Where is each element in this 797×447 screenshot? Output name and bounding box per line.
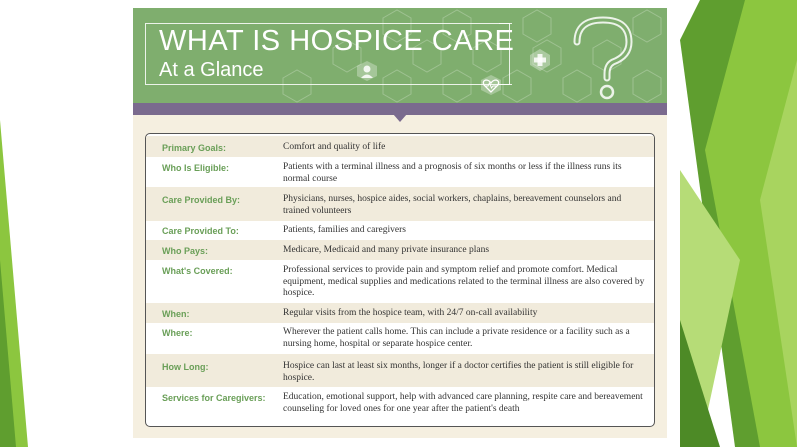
row-value: Education, emotional support, help with advanced care planning, respite care and bereavement counseling for loved ones for one year after the patient's death [283,392,643,414]
row-value: Physicians, nurses, hospice aides, social workers, chaplains, bereavement counselors and trained volunteers [283,194,622,216]
row-value: Professional services to provide pain and symptom relief and promote comfort. Medical equipment, medical supplies and medications related to the terminal illness are also covered by hospice. [283,265,645,298]
table-row [146,303,654,323]
table-row [146,240,654,260]
table-row [146,157,654,187]
row-label: Who Is Eligible: [162,163,229,173]
row-label: Care Provided To: [162,226,239,236]
question-mark-icon [563,16,643,102]
table-row [146,260,654,303]
chevron-down-icon [393,114,407,122]
row-label: When: [162,309,190,319]
row-label: Where: [162,328,193,338]
row-value: Hospice can last at least six months, longer if a doctor certifies the patient is still eligible for hospice. [283,361,634,383]
table-row [146,354,654,387]
row-value: Regular visits from the hospice team, with 24/7 on-call availability [283,308,538,318]
row-value: Patients, families and caregivers [283,225,406,235]
infographic [133,8,667,438]
row-label: How Long: [162,362,209,372]
row-value: Wherever the patient calls home. This can include a private residence or a facility such as a nursing home, hospital or separate hospice center. [283,327,630,349]
table-row [146,187,654,221]
row-label: Primary Goals: [162,143,227,153]
title-banner [133,8,667,103]
table-row [146,323,654,354]
page-title: WHAT IS HOSPICE CARE [159,25,515,57]
medical-cross-icon [528,48,552,72]
info-table [145,133,655,427]
table-row [146,136,654,157]
row-value: Comfort and quality of life [283,142,386,152]
row-label: What's Covered: [162,266,233,276]
table-row [146,221,654,240]
row-label: Who Pays: [162,246,209,256]
table-row [146,387,654,426]
row-label: Services for Caregivers: [162,393,266,403]
row-value: Patients with a terminal illness and a prognosis of six months or less if the illness runs its normal course [283,162,622,184]
page-subtitle: At a Glance [159,59,264,81]
row-value: Medicare, Medicaid and many private insurance plans [283,245,490,255]
row-label: Care Provided By: [162,195,241,205]
